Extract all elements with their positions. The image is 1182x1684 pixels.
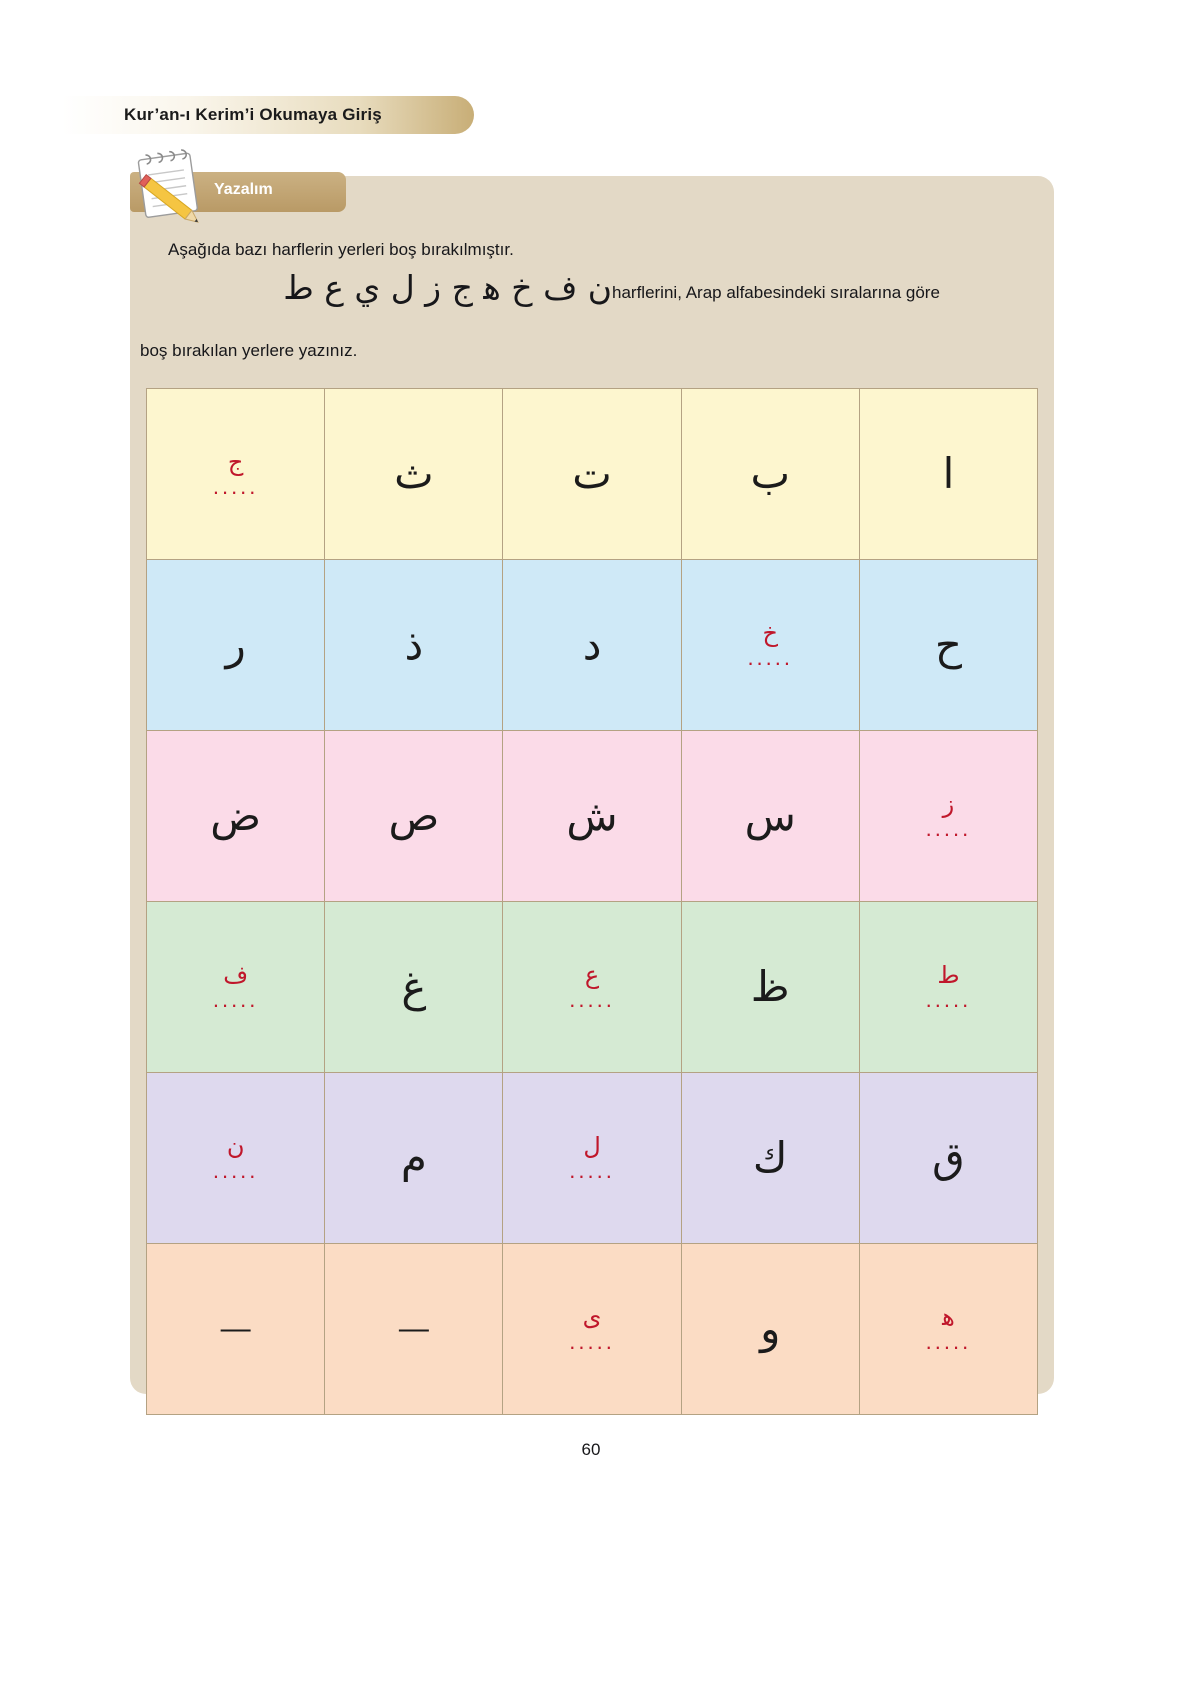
letter-glyph-answer: ط (937, 961, 960, 989)
table-cell[interactable] (325, 731, 503, 902)
table-cell[interactable] (503, 389, 681, 560)
letter-glyph-answer: ج (227, 448, 244, 476)
letter-glyph: د (582, 620, 602, 669)
table-cell-answer[interactable] (147, 1073, 325, 1244)
table-cell[interactable] (325, 560, 503, 731)
table-cell-answer[interactable] (859, 902, 1037, 1073)
instruction-line-2: harflerini, Arap alfabesindeki sıralarına göre (612, 283, 940, 302)
blank-line: ..... (569, 987, 615, 1012)
instruction-line-3: boş bırakılan yerlere yazınız. (140, 341, 358, 360)
letter-glyph: ض (210, 791, 262, 840)
table-row (147, 1073, 1038, 1244)
header-tab (62, 96, 474, 134)
blank-line: ..... (925, 987, 972, 1012)
table-cell[interactable] (325, 1073, 503, 1244)
letter-glyph: ت (572, 449, 612, 498)
table-cell-answer[interactable] (503, 902, 681, 1073)
blank-line: ..... (925, 816, 972, 841)
blank-line: ..... (747, 645, 793, 670)
letter-glyph-answer: ز (942, 790, 955, 818)
table-cell-empty[interactable] (325, 1244, 503, 1415)
table-cell-answer[interactable] (681, 560, 859, 731)
letter-glyph: ش (566, 791, 618, 840)
letter-glyph-answer: ن (226, 1132, 245, 1160)
table-cell[interactable] (859, 1073, 1037, 1244)
table-cell[interactable] (681, 389, 859, 560)
letter-glyph: ا (942, 449, 955, 498)
table-cell[interactable] (681, 731, 859, 902)
table-cell[interactable] (859, 389, 1037, 560)
letter-glyph-answer: ل (583, 1132, 601, 1160)
blank-line: ..... (212, 987, 259, 1012)
letter-glyph: ق (932, 1133, 965, 1182)
table-row (147, 902, 1038, 1073)
blank-line: ..... (569, 1158, 615, 1183)
letter-glyph: و (760, 1304, 781, 1353)
instruction-line-1: Aşağıda bazı harflerin yerleri boş bırakılmıştır. (168, 240, 514, 259)
table-cell-answer[interactable] (859, 1244, 1037, 1415)
table-cell-answer[interactable] (147, 389, 325, 560)
letter-glyph: ح (934, 620, 962, 669)
letter-glyph: غ (401, 962, 427, 1011)
empty-dash: — (398, 1312, 429, 1345)
letter-glyph-answer: ﻫ (942, 1303, 955, 1331)
table-cell-empty[interactable] (147, 1244, 325, 1415)
letters-to-place: ن ف خ ﻫ ج ز ل ي ع ط (283, 268, 612, 307)
table-cell[interactable] (859, 560, 1037, 731)
table-row (147, 389, 1038, 560)
table-cell[interactable] (503, 731, 681, 902)
table-cell-answer[interactable] (503, 1244, 681, 1415)
table-row (147, 731, 1038, 902)
table-cell-answer[interactable] (859, 731, 1037, 902)
letter-glyph-answer: ف (223, 961, 249, 989)
page-title: Kur’an-ı Kerim’i Okumaya Giriş (124, 105, 382, 124)
blank-line: ..... (212, 1158, 259, 1183)
letter-glyph-answer: خ (762, 619, 778, 647)
table-cell[interactable] (147, 560, 325, 731)
letter-glyph: م (400, 1133, 427, 1182)
blank-line: ..... (569, 1329, 615, 1354)
table-cell[interactable] (503, 560, 681, 731)
letter-glyph-answer: ع (584, 961, 600, 989)
table-cell-answer[interactable] (503, 1073, 681, 1244)
letter-glyph: ث (394, 449, 434, 498)
blank-line: ..... (925, 1329, 972, 1354)
table-cell[interactable] (325, 902, 503, 1073)
letter-glyph: ظ (750, 962, 790, 1011)
table-row (147, 560, 1038, 731)
blank-line: ..... (212, 474, 259, 499)
table-cell[interactable] (681, 902, 859, 1073)
letter-glyph: س (744, 791, 796, 840)
table-body (147, 389, 1038, 1415)
notebook-pencil-icon (124, 146, 216, 226)
letter-glyph-answer: ى (582, 1303, 602, 1331)
letter-glyph: ر (225, 620, 246, 669)
letter-glyph: ك (752, 1133, 788, 1182)
letter-glyph: ص (388, 791, 440, 840)
table-cell[interactable] (325, 389, 503, 560)
table-cell[interactable] (147, 731, 325, 902)
table-row (147, 1244, 1038, 1415)
table-cell[interactable] (681, 1073, 859, 1244)
letter-glyph: ب (750, 449, 790, 498)
arabic-alphabet-table (146, 388, 1038, 1415)
table-cell[interactable] (681, 1244, 859, 1415)
letter-glyph: ذ (404, 620, 424, 669)
empty-dash: — (220, 1312, 251, 1345)
table-cell-answer[interactable] (147, 902, 325, 1073)
page-number: 60 (581, 1440, 601, 1459)
section-ribbon-label: Yazalım (214, 181, 273, 198)
